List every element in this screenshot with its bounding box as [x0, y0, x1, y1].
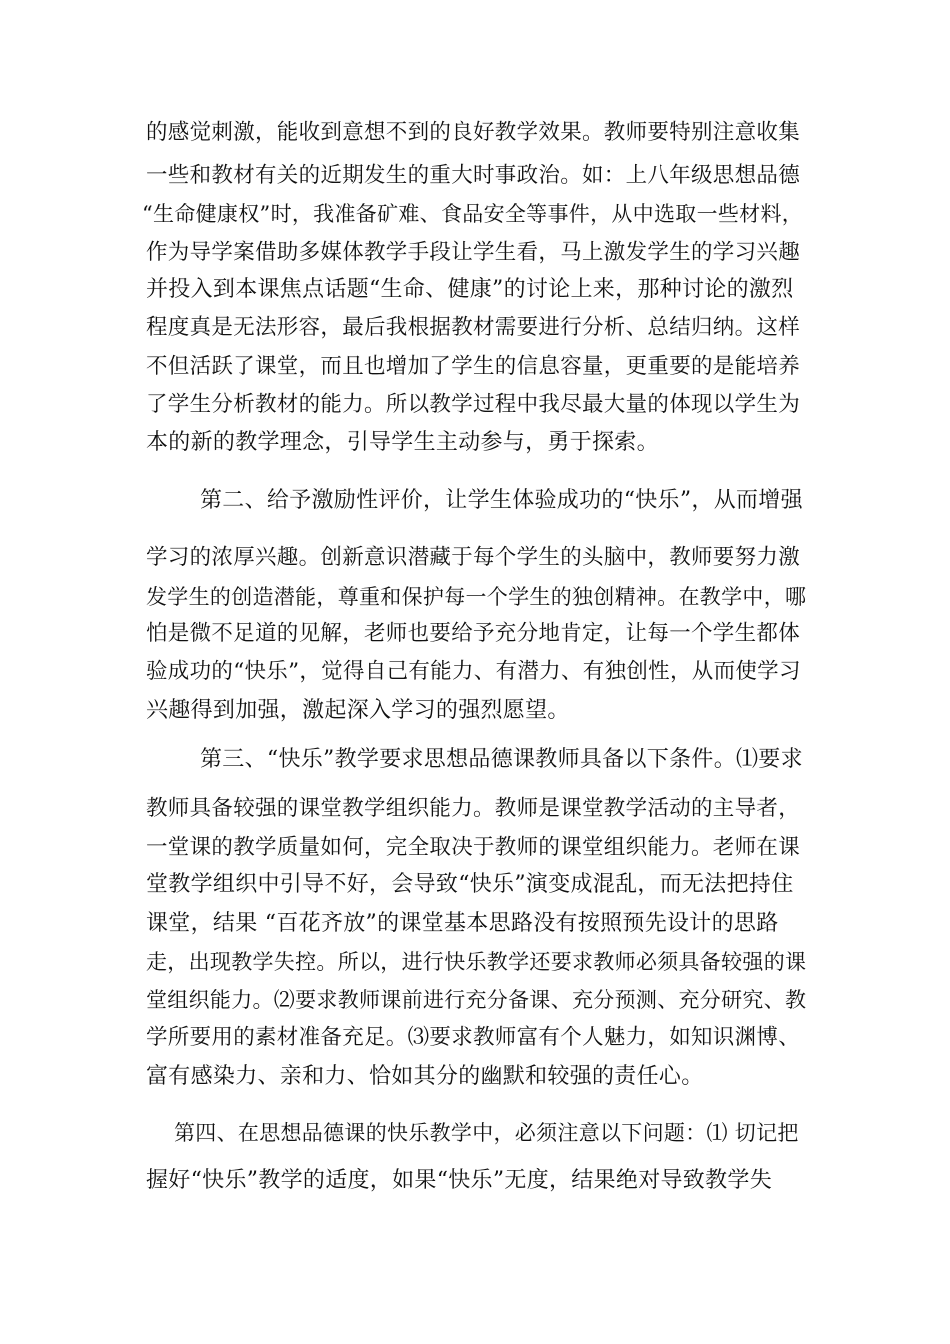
text-line: 握好“快乐”教学的适度，如果“快乐”无度，结果绝对导致教学失: [146, 1168, 772, 1193]
text-line: 一堂课的教学质量如何，完全取决于教师的课堂组织能力。老师在课: [146, 835, 801, 860]
text-line: 怕是微不足道的见解，老师也要给予充分地肯定，让每一个学生都体: [146, 621, 801, 646]
text-line: 富有感染力、亲和力、恰如其分的幽默和较强的责任心。: [146, 1064, 704, 1089]
text-line: 作为导学案借助多媒体教学手段让学生看，马上激发学生的学习兴趣: [146, 240, 801, 265]
paragraph-first-line: 第三、“快乐”教学要求思想品德课教师具备以下条件。⑴要求: [200, 747, 803, 772]
text-line: 课堂，结果 “百花齐放”的课堂基本思路没有按照预先设计的思路: [146, 911, 779, 936]
paragraph-first-line: 第四、在思想品德课的快乐教学中，必须注意以下问题：⑴ 切记把: [174, 1121, 799, 1145]
text-line: 走，出现教学失控。所以，进行快乐教学还要求教师必须具备较强的课: [146, 950, 807, 974]
text-line: 教师具备较强的课堂教学组织能力。教师是课堂教学活动的主导者，: [146, 796, 801, 821]
text-line: “生命健康权”时，我准备矿难、食品安全等事件，从中选取一些材料，: [142, 202, 804, 226]
text-line: 程度真是无法形容，最后我根据教材需要进行分析、总结归纳。这样: [146, 315, 801, 340]
text-line: 本的新的教学理念，引导学生主动参与，勇于探索。: [146, 430, 659, 455]
text-line: 验成功的“快乐”，觉得自己有能力、有潜力、有独创性，从而使学习: [146, 659, 801, 684]
text-line: 一些和教材有关的近期发生的重大时事政治。如：上八年级思想品德: [146, 163, 801, 188]
text-line: 堂组织能力。⑵要求教师课前进行充分备课、充分预测、充分研究、教: [146, 988, 807, 1012]
text-line: 学所要用的素材准备充足。⑶要求教师富有个人魅力，如知识渊博、: [146, 1025, 801, 1050]
paragraph-first-line: 第二、给予激励性评价，让学生体验成功的“快乐”，从而增强: [200, 488, 803, 513]
text-line: 学习的浓厚兴趣。创新意识潜藏于每个学生的头脑中，教师要努力激: [146, 545, 801, 570]
text-line: 的感觉刺激，能收到意想不到的良好教学效果。教师要特别注意收集: [146, 120, 801, 145]
text-line: 兴趣得到加强，激起深入学习的强烈愿望。: [146, 698, 570, 723]
text-line: 堂教学组织中引导不好，会导致“快乐”演变成混乱，而无法把持住: [146, 872, 794, 897]
text-line: 并投入到本课焦点话题“生命、健康”的讨论上来，那种讨论的激烈: [146, 277, 794, 302]
text-line: 不但活跃了课堂，而且也增加了学生的信息容量，更重要的是能培养: [146, 354, 801, 379]
text-line: 发学生的创造潜能，尊重和保护每一个学生的独创精神。在教学中，哪: [146, 585, 807, 609]
text-line: 了学生分析教材的能力。所以教学过程中我尽最大量的体现以学生为: [146, 392, 801, 417]
